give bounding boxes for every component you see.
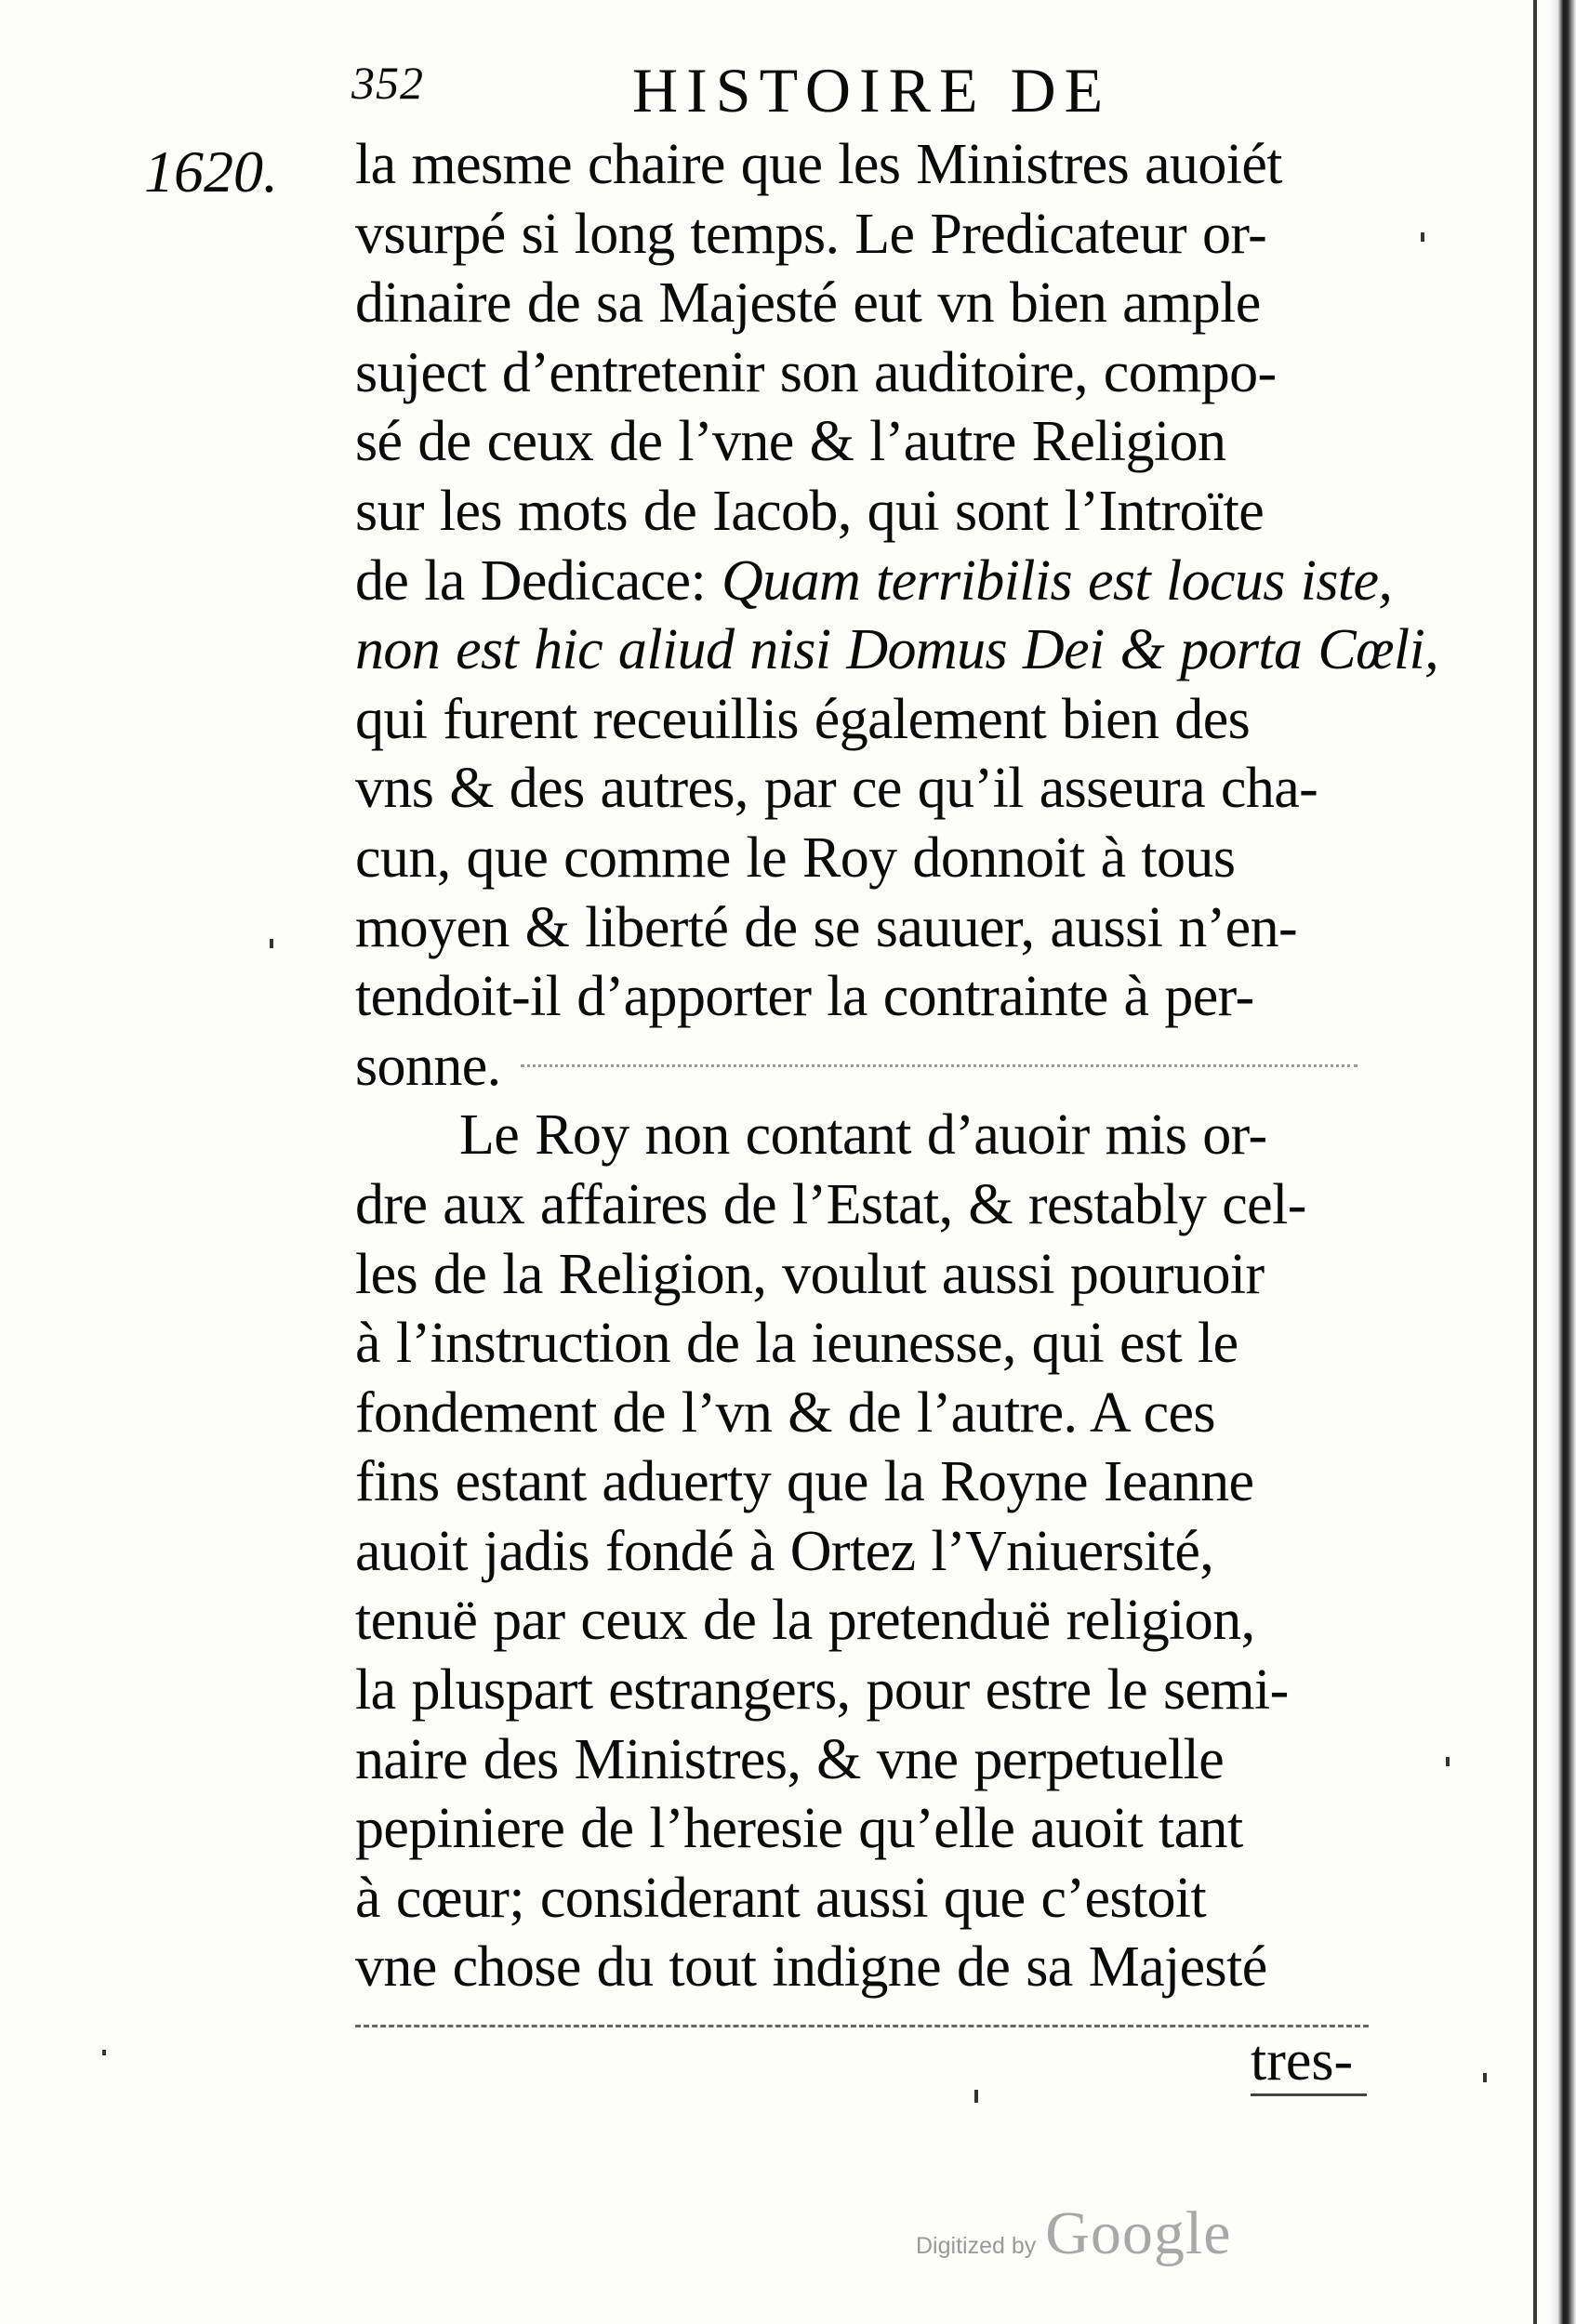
text-line: tenuë par ceux de la pretenduë religion, — [355, 1589, 1255, 1653]
page-edge-shadow — [1548, 0, 1576, 2324]
running-title: HISTOIRE DE — [632, 55, 1112, 125]
text-line: qui furent receuillis également bien des — [355, 687, 1251, 751]
google-logo: Google — [1045, 2199, 1232, 2267]
ink-speck — [1446, 1757, 1450, 1766]
text-line: fondement de l’vn & de l’autre. A ces — [355, 1380, 1215, 1445]
text-line: pepiniere de l’heresie qu’elle auoit tant — [355, 1797, 1243, 1861]
text-line: la mesme chaire que les Ministres auoiét — [355, 133, 1282, 196]
text-line: la pluspart estrangers, pour estre le semi- — [355, 1658, 1289, 1723]
margin-year-note: 1620. — [144, 139, 278, 205]
text-line-with-quote — [355, 547, 1393, 616]
text-line: vns & des autres, par ce qu’il asseura cha- — [355, 757, 1318, 821]
latin-quote: Quam terribilis est locus iste, — [722, 548, 1393, 613]
page-number: 352 — [351, 57, 424, 109]
text-line: vsurpé si long temps. Le Predicateur or- — [355, 202, 1267, 266]
ink-speck — [1421, 232, 1424, 242]
text-line: les de la Religion, voulut aussi pouruoir — [355, 1242, 1265, 1306]
paragraph-start-line: Le Roy non contant d’auoir mis or- — [459, 1103, 1267, 1168]
text-line: auoit jadis fondé à Ortez l’Vniuersité, — [355, 1519, 1214, 1583]
text-line: suject d’entretenir son auditoire, compo- — [355, 340, 1277, 404]
text-line: vne chose du tout indigne de sa Majesté — [355, 1935, 1267, 2000]
page-gutter-line — [1533, 0, 1537, 2324]
text-line: à l’instruction de la ieunesse, qui est le — [355, 1312, 1238, 1376]
text-segment: de la Dedicace: — [355, 548, 707, 613]
text-line: dinaire de sa Majesté eut vn bien ample — [355, 271, 1261, 336]
text-line: sur les mots de Iacob, qui sont l’Introïte — [355, 479, 1265, 543]
text-line: cun, que comme le Roy donnoit à tous — [355, 825, 1236, 890]
text-line: dre aux affaires de l’Estat, & restably cel- — [355, 1172, 1306, 1236]
text-line: à cœur; considerant aussi que c’estoit — [355, 1866, 1207, 1930]
text-line: sé de ceux de l’vne & l’autre Religion — [355, 410, 1226, 474]
digitized-watermark — [916, 2199, 1232, 2269]
text-line: naire des Ministres, & vne perpetuelle — [355, 1727, 1225, 1791]
ink-speck — [1483, 2073, 1487, 2082]
text-line: sonne. — [355, 1034, 501, 1098]
catchword: tres- — [1251, 2029, 1354, 2093]
text-line: fins estant aduerty que la Royne Ieanne — [355, 1450, 1254, 1514]
latin-quote-line: non est hic aliud nisi Domus Dei & porta Cœli, — [355, 618, 1438, 682]
ink-speck — [974, 2090, 978, 2103]
ink-speck — [270, 939, 273, 948]
text-line: moyen & liberté de se sauuer, aussi n’en- — [355, 895, 1298, 959]
bottom-rule — [355, 2025, 1369, 2027]
print-artifact-rule — [521, 1064, 1357, 1067]
watermark-prefix: Digitized by — [916, 2233, 1037, 2259]
text-line: tendoit-il d’apporter la contrainte à per- — [355, 965, 1254, 1029]
ink-speck — [102, 2050, 106, 2055]
